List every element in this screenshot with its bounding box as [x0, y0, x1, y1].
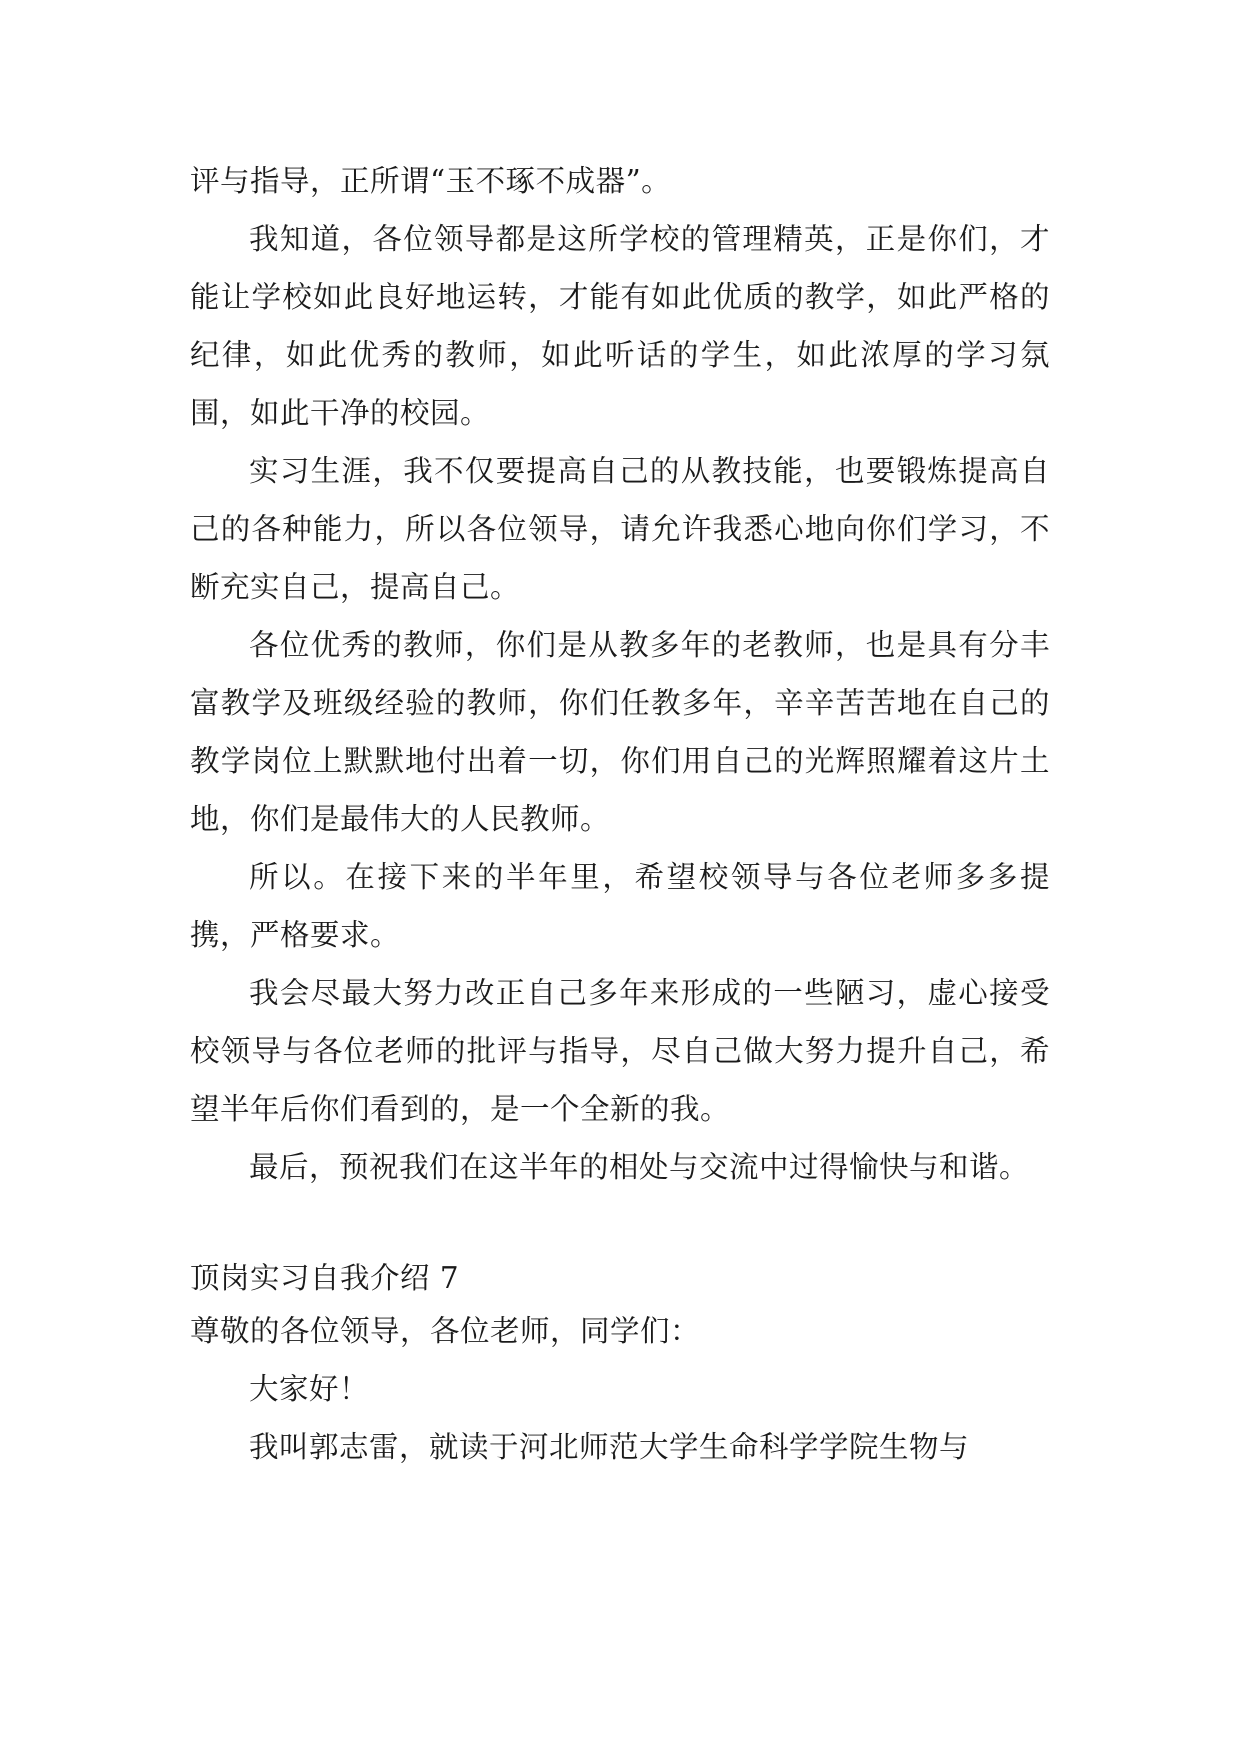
section-gap — [190, 1196, 1050, 1254]
salutation: 尊敬的各位领导，各位老师，同学们： — [190, 1314, 701, 1348]
greeting: 大家好！ — [249, 1372, 370, 1406]
paragraph-continuation: 评与指导，正所谓“玉不琢不成器”。 — [190, 164, 672, 198]
paragraph-leaders: 我知道，各位领导都是这所学校的管理精英，正是你们，才能让学校如此良好地运转，才能有如此优质的教学，如此严格的纪律，如此优秀的教师，如此听话的学生，如此浓厚的学习氛围，如此干净的校园。 — [190, 222, 1050, 430]
document-page — [190, 152, 1050, 1476]
paragraph-request: 所以。在接下来的半年里，希望校领导与各位老师多多提携，严格要求。 — [190, 860, 1050, 952]
paragraph-teachers: 各位优秀的教师，你们是从教多年的老教师，也是具有分丰富教学及班级经验的教师，你们任教多年，辛辛苦苦地在自己的教学岗位上默默地付出着一切，你们用自己的光辉照耀着这片土地，你们是最伟大的人民教师。 — [190, 628, 1050, 836]
paragraph-internship: 实习生涯，我不仅要提高自己的从教技能，也要锻炼提高自己的各种能力，所以各位领导，请允许我悉心地向你们学习，不断充实自己，提高自己。 — [190, 454, 1050, 604]
section-title: 顶岗实习自我介绍 7 — [190, 1261, 460, 1295]
paragraph-commitment: 我会尽最大努力改正自己多年来形成的一些陋习，虚心接受校领导与各位老师的批评与指导，尽自己做大努力提升自己，希望半年后你们看到的，是一个全新的我。 — [190, 976, 1050, 1126]
paragraph-closing: 最后，预祝我们在这半年的相处与交流中过得愉快与和谐。 — [249, 1150, 1030, 1184]
paragraph-intro: 我叫郭志雷，就读于河北师范大学生命科学学院生物与 — [249, 1430, 970, 1464]
